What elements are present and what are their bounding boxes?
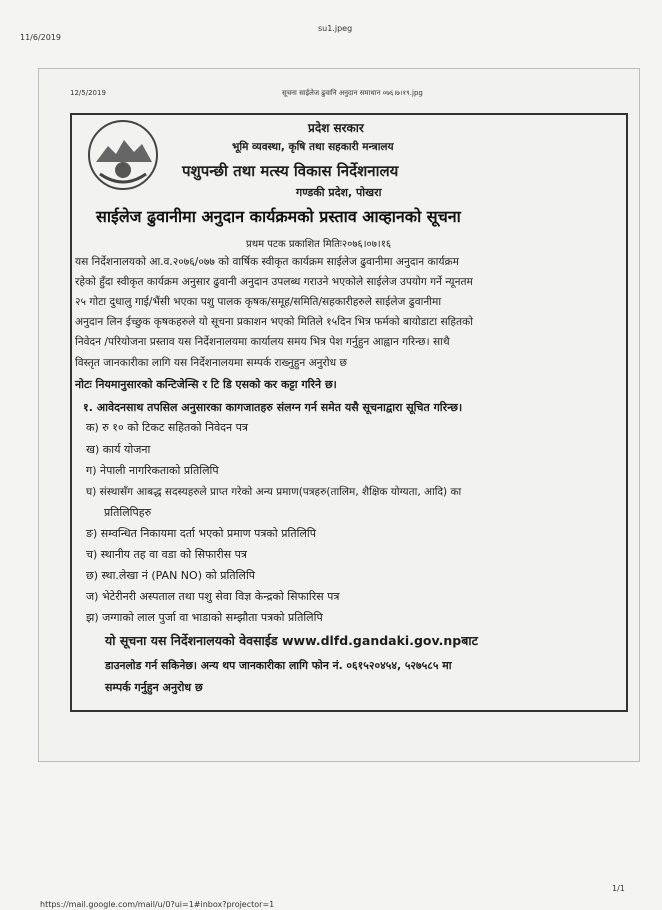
list-item: छ) स्था.लेखा नं (PAN NO) को प्रतिलिपि (86, 569, 256, 582)
published-date: प्रथम पटक प्रकाशित मितिः२०७६।०७।१६ (246, 239, 392, 250)
directorate-name: पशुपन्छी तथा मत्स्य विकास निर्देशनालय (182, 162, 399, 180)
nepal-emblem-icon (86, 118, 160, 192)
list-item: ज) भेटेरीनरी अस्पताल तथा पशु सेवा विज्ञ केन्द्रको सिफारिस पत्र (86, 590, 340, 603)
closing-line: डाउनलोड गर्न सकिनेछ। अन्य थप जानकारीका लागि फोन नं. ०६१५२०४५४, ५२७५८५ मा (105, 659, 452, 672)
print-page-number: 1/1 (612, 884, 625, 893)
body-line: रहेको हुँदा स्वीकृत कार्यक्रम अनुसार ढुवानी अनुदान उपलब्ध गराउने भएकोले साईलेज उपयोग गर्ने न्यूनतम (75, 276, 473, 288)
point-one: १. आवेदनसाथ तपसिल अनुसारका कागजातहरु संलग्न गर्न समेत यसै सूचनाद्वारा सूचित गरिन्छ। (83, 401, 463, 414)
print-url: https://mail.google.com/mail/u/0?ui=1#inbox?projector=1 (40, 900, 275, 909)
note-text: नोटः नियमानुसारको कन्टिजेन्सि र टि डि एसको कर कट्टा गरिने छ। (75, 378, 337, 391)
list-item: ग) नेपाली नागरिकताको प्रतिलिपि (86, 464, 219, 477)
location: गण्डकी प्रदेश, पोखरा (296, 186, 382, 199)
closing-line: सम्पर्क गर्नुहुन अनुरोध छ (105, 681, 203, 694)
body-line: विस्तृत जानकारीका लागि यस निर्देशनालयमा सम्पर्क राख्नुहुन अनुरोध छ (75, 357, 347, 369)
body-line: २५ गोटा दुधालु गाई/भैंसी भएका पशु पालक कृषक/समूह/समिति/सहकारीहरुले साईलेज ढुवानीमा (75, 296, 442, 308)
list-item: च) स्थानीय तह वा वडा को सिफारीस पत्र (86, 548, 247, 561)
body-line: निवेदन /परियोजना प्रस्ताव यस निर्देशनालयमा कार्यालय समय भित्र पेश गर्नुहुन आह्वान गरिन्छ। साथै (75, 336, 450, 348)
closing-line: यो सूचना यस निर्देशनालयको वेवसाईड www.dlfd.gandaki.gov.npबाट (105, 633, 478, 648)
list-item: झ) जग्गाको लाल पुर्जा वा भाडाको सम्झौता पत्रको प्रतिलिपि (86, 611, 323, 624)
list-item: ङ) सम्वन्धित निकायमा दर्ता भएको प्रमाण पत्रको प्रतिलिपि (86, 527, 317, 540)
scan-filename: सूचना साईलेज ढुवानि अनुदान समाधान ०७६।७।१९.jpg (282, 89, 423, 97)
list-item: क) रु १० को टिकट सहितको निवेदन पत्र (86, 421, 248, 434)
body-line: अनुदान लिन ईच्छुक कृषकहरुले यो सूचना प्रकाशन भएको मितिले १५दिन भित्र फर्मको बायोडाटा सहितको (75, 316, 473, 328)
list-item-continued: प्रतिलिपिहरु (104, 506, 152, 519)
scan-date: 12/5/2019 (70, 89, 106, 97)
ministry-name: भूमि व्यवस्था, कृषि तथा सहकारी मन्त्रालय (232, 141, 394, 153)
government-title: प्रदेश सरकार (308, 121, 364, 135)
notice-title: साईलेज ढुवानीमा अनुदान कार्यक्रमको प्रस्ताव आव्हानको सूचना (96, 207, 461, 226)
print-filename: su1.jpeg (318, 24, 353, 33)
list-item: ख) कार्य योजना (86, 443, 151, 456)
print-date: 11/6/2019 (20, 33, 62, 42)
body-line: यस निर्देशनालयको आ.व.२०७६/०७७ को वार्षिक स्वीकृत कार्यक्रम साईलेज ढुवानीमा अनुदान कार्यक्रम (75, 256, 459, 268)
list-item: घ) संस्थासँग आबद्ध सदस्यहरुले प्राप्त गरेको अन्य प्रमाण(पत्रहरु(तालिम, शैक्षिक योग्यता, आदि) का (86, 486, 462, 498)
